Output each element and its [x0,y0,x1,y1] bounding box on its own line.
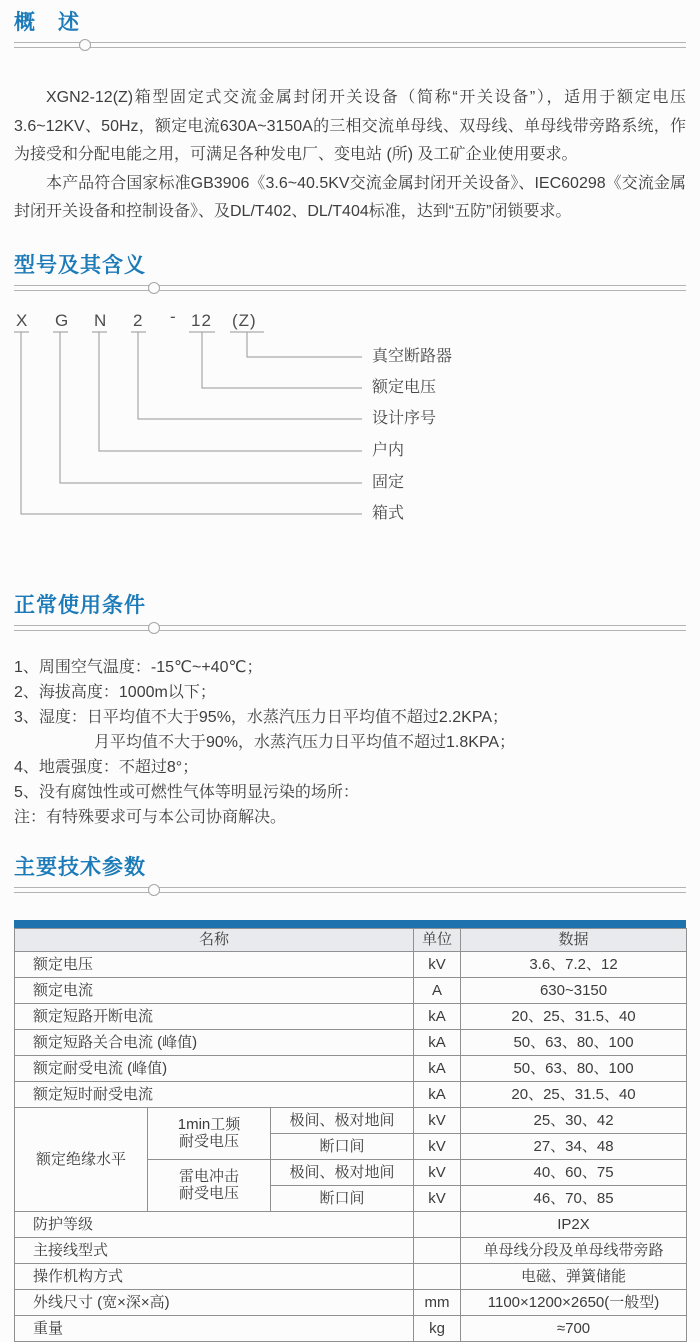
param-name: 额定电流 [15,977,414,1003]
section-overview [14,10,686,227]
section-divider [14,42,686,48]
param-unit: kV [414,1107,461,1133]
param-unit: mm [414,1289,461,1315]
table-row [15,977,687,1003]
divider-circle-icon [148,884,160,896]
param-unit [414,1263,461,1289]
power-frequency-subgroup [148,1107,271,1159]
subgroup-name-line: 耐受电压 [178,1133,239,1150]
condition-item: 5、没有腐蚀性或可燃性气体等明显污染的场所： [14,783,359,801]
table-row [15,1081,687,1107]
param-unit: kV [414,1159,461,1185]
insulation-scope: 极间、极对地间 [271,1107,414,1133]
conditions-title: 正常使用条件 [14,593,146,617]
table-row-insulation [15,1107,687,1133]
param-unit: kA [414,1029,461,1055]
table-row [15,1055,687,1081]
code-char-g: G [55,310,70,330]
code-char-dash: - [170,306,177,326]
model-label-fixed: 固定 [372,473,405,491]
param-unit: kV [414,1185,461,1211]
parameters-table [14,928,687,1342]
param-data: 46、70、85 [461,1185,687,1211]
param-name: 重量 [15,1315,414,1341]
model-label-rated-voltage: 额定电压 [372,378,437,396]
code-char-x: X [16,310,29,330]
table-row [15,951,687,977]
param-name: 额定短路关合电流 (峰值) [15,1029,414,1055]
conditions-list [14,655,686,830]
param-data: 630~3150 [461,977,687,1003]
param-data: 25、30、42 [461,1107,687,1133]
param-unit: kg [414,1315,461,1341]
table-header-row [15,928,687,951]
param-data: 20、25、31.5、40 [461,1003,687,1029]
table-row [15,1003,687,1029]
model-label-box-type: 箱式 [372,504,405,522]
subgroup-name-line: 耐受电压 [178,1185,239,1202]
condition-item: 2、海拔高度：1000m以下； [14,683,216,701]
divider-circle-icon [148,282,160,294]
section-model-meaning [14,253,686,529]
table-row [15,1289,687,1315]
param-unit: kA [414,1055,461,1081]
overview-paragraph-1: XGN2-12(Z)箱型固定式交流金属封闭开关设备（简称“开关设备”），适用于额定电压3.6~12KV、50Hz，额定电流630A~3150A的三相交流单母线、双母线、单母线带旁路系统，作为接受和分配电能之用，可满足各种发电厂、变电站 (所) 及工矿企业使用要求。 [14,89,686,163]
condition-note: 注：有特殊要求可与本公司协商解决。 [14,808,287,826]
code-char-12: 12 [191,310,212,330]
param-data: ≈700 [461,1315,687,1341]
param-unit: kA [414,1003,461,1029]
param-data: 27、34、48 [461,1133,687,1159]
overview-paragraph-2: 本产品符合国家标准GB3906《3.6~40.5KV交流金属封闭开关设备》、IEC60298《交流金属封闭开关设备和控制设备》、及DL/T402、DL/T404标准，达到“五防”闭锁要求。 [14,174,686,220]
section-conditions [14,593,686,830]
parameters-title: 主要技术参数 [14,855,146,879]
lightning-impulse-subgroup [148,1159,271,1211]
table-row [15,1315,687,1341]
model-label-vacuum-breaker: 真空断路器 [372,347,453,365]
insulation-scope: 断口间 [271,1185,414,1211]
condition-item-continuation: 月平均值不大于90%，水蒸汽压力日平均值不超过1.8KPA； [94,733,516,751]
param-unit [414,1211,461,1237]
param-unit: kV [414,1133,461,1159]
section-divider [14,625,686,631]
param-data: 单母线分段及单母线带旁路 [461,1237,687,1263]
param-name: 操作机构方式 [15,1263,414,1289]
param-name: 主接线型式 [15,1237,414,1263]
param-data: 3.6、7.2、12 [461,951,687,977]
divider-circle-icon [79,39,91,51]
col-header-unit: 单位 [414,928,461,951]
param-name: 外线尺寸 (宽×深×高) [15,1289,414,1315]
subgroup-name-line: 1min工频 [177,1116,241,1133]
insulation-scope: 断口间 [271,1133,414,1159]
code-char-n: N [94,310,108,330]
col-header-data: 数据 [461,928,687,951]
table-top-bar [14,920,686,928]
param-name: 额定短路开断电流 [15,1003,414,1029]
param-data: IP2X [461,1211,687,1237]
param-data: 50、63、80、100 [461,1029,687,1055]
insulation-scope: 极间、极对地间 [271,1159,414,1185]
param-unit: A [414,977,461,1003]
table-row [15,1237,687,1263]
param-name: 防护等级 [15,1211,414,1237]
col-header-name: 名称 [15,928,414,951]
model-diagram [14,307,686,529]
param-name: 额定短时耐受电流 [15,1081,414,1107]
param-data: 1100×1200×2650(一般型) [461,1289,687,1315]
table-row [15,1029,687,1055]
param-data: 电磁、弹簧储能 [461,1263,687,1289]
param-data: 20、25、31.5、40 [461,1081,687,1107]
param-data: 50、63、80、100 [461,1055,687,1081]
param-name: 额定电压 [15,951,414,977]
model-connector-lines [14,307,686,529]
param-data: 40、60、75 [461,1159,687,1185]
model-label-indoor: 户内 [372,441,405,459]
code-char-z: (Z) [232,310,257,330]
param-unit: kA [414,1081,461,1107]
section-parameters [14,855,686,1342]
subgroup-name-line: 雷电冲击 [178,1168,239,1185]
table-row [15,1263,687,1289]
condition-item: 3、湿度：日平均值不大于95%，水蒸汽压力日平均值不超过2.2KPA； [14,708,508,726]
code-char-2: 2 [133,310,144,330]
model-title: 型号及其含义 [14,253,146,277]
section-divider [14,285,686,291]
param-name: 额定耐受电流 (峰值) [15,1055,414,1081]
model-label-design-serial: 设计序号 [372,409,437,427]
section-divider [14,887,686,893]
condition-item: 4、地震强度：不超过8°； [14,758,199,776]
insulation-group-name: 额定绝缘水平 [15,1107,148,1211]
param-unit: kV [414,951,461,977]
condition-item: 1、周围空气温度：-15℃~+40℃； [14,658,263,676]
divider-circle-icon [148,622,160,634]
param-unit [414,1237,461,1263]
overview-title: 概 述 [14,11,80,34]
table-row [15,1211,687,1237]
